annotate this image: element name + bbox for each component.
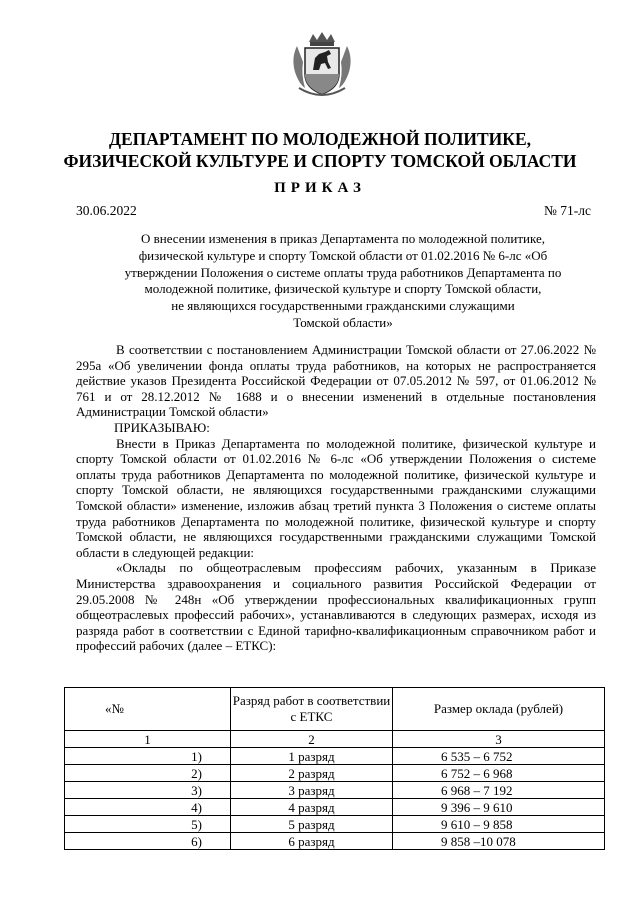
subject-line: утверждении Положения о системе оплаты труда работников Департамента по [124, 264, 562, 280]
table-row [65, 833, 605, 850]
row-number: 2) [65, 765, 231, 782]
row-salary: 9 396 – 9 610 [393, 799, 605, 816]
subject-line: не являющихся государственными гражданскими служащими [171, 298, 515, 314]
row-number: 4) [65, 799, 231, 816]
table-row [65, 782, 605, 799]
row-salary: 9 858 –10 078 [393, 833, 605, 850]
preamble-paragraph: В соответствии с постановлением Администрации Томской области от 27.06.2022 № 295а «Об увеличении фонда оплаты труда работников, на которых не распространяется действие указов Президента Российской Федерации от 07.05.2012 № 597, от 01.06.2012 № 761 и от 28.12.2012 № 1688 и о внесении изменений в отдельные постановления Администрации Томской области» [76, 342, 596, 420]
order-subject [108, 231, 578, 332]
column-number: 2 [231, 731, 393, 748]
table-row [65, 765, 605, 782]
row-salary: 6 968 – 7 192 [393, 782, 605, 799]
column-number: 1 [65, 731, 231, 748]
column-number: 3 [393, 731, 605, 748]
table-row [65, 816, 605, 833]
subject-line: молодежной политике, физической культуре и спорту Томской области, [144, 281, 542, 297]
salary-table [64, 687, 605, 850]
subject-line: О внесении изменения в приказ Департамента по молодежной политике, [140, 231, 546, 246]
order-number: № 71-лс [544, 203, 591, 218]
department-title [60, 128, 580, 172]
row-grade: 1 разряд [231, 748, 393, 765]
row-grade: 4 разряд [231, 799, 393, 816]
header-grade: Разряд работ в соответствии с ЕТКС [231, 688, 393, 731]
table-row [65, 748, 605, 765]
header-salary: Размер оклада (рублей) [393, 688, 605, 731]
coat-of-arms-emblem [291, 28, 353, 104]
row-number: 3) [65, 782, 231, 799]
table-row [65, 799, 605, 816]
row-number: 1) [65, 748, 231, 765]
document-type: ПРИКАЗ [274, 180, 366, 196]
header-number: «№ [65, 688, 231, 731]
row-number: 6) [65, 833, 231, 850]
row-grade: 2 разряд [231, 765, 393, 782]
subject-line: физической культуре и спорту Томской области от 01.02.2016 № 6-лс «Об [138, 247, 548, 263]
order-label: ПРИКАЗЫВАЮ: [114, 419, 210, 435]
order-date: 30.06.2022 [76, 203, 137, 218]
row-salary: 6 752 – 6 968 [393, 765, 605, 782]
amendment-paragraph: Внести в Приказ Департамента по молодежной политике, физической культуре и спорту Томской области от 01.02.2016 № 6-лс «Об утверждении Положения о системе оплаты труда работников Департамента по молодежной политике, физической культуре и спорту Томской области, не являющихся государственными гражданскими служащими Томской области» изменение, изложив абзац третий пункта 3 Положения о системе оплаты труда работников Департамента по молодежной политике, физической культуре и спорту Томской области, не являющихся государственными гражданскими служащими Томской области в следующей редакции: [76, 435, 596, 560]
row-number: 5) [65, 816, 231, 833]
department-title-line2: ФИЗИЧЕСКОЙ КУЛЬТУРЕ И СПОРТУ ТОМСКОЙ ОБЛАСТИ [63, 151, 577, 171]
order-body [76, 342, 596, 654]
row-salary: 6 535 – 6 752 [393, 748, 605, 765]
salary-paragraph: «Оклады по общеотраслевым профессиям рабочих, указанным в Приказе Министерства здравоохранения и социального развития Российской Федерации от 29.05.2008 № 248н «Об утверждении профессиональных квалификационных групп общеотраслевых профессий рабочих», устанавливаются в следующих размерах, исходя из разряда работ в соответствии с Единой тарифно-квалификационным справочником работ и профессий рабочих (далее – ЕТКС): [76, 560, 596, 654]
subject-line: Томской области» [293, 314, 393, 330]
table-column-numbers-row [65, 731, 605, 748]
department-title-line1: ДЕПАРТАМЕНТ ПО МОЛОДЕЖНОЙ ПОЛИТИКЕ, [108, 129, 532, 149]
row-salary: 9 610 – 9 858 [393, 816, 605, 833]
row-grade: 5 разряд [231, 816, 393, 833]
row-grade: 6 разряд [231, 833, 393, 850]
row-grade: 3 разряд [231, 782, 393, 799]
table-header-row [65, 688, 605, 731]
